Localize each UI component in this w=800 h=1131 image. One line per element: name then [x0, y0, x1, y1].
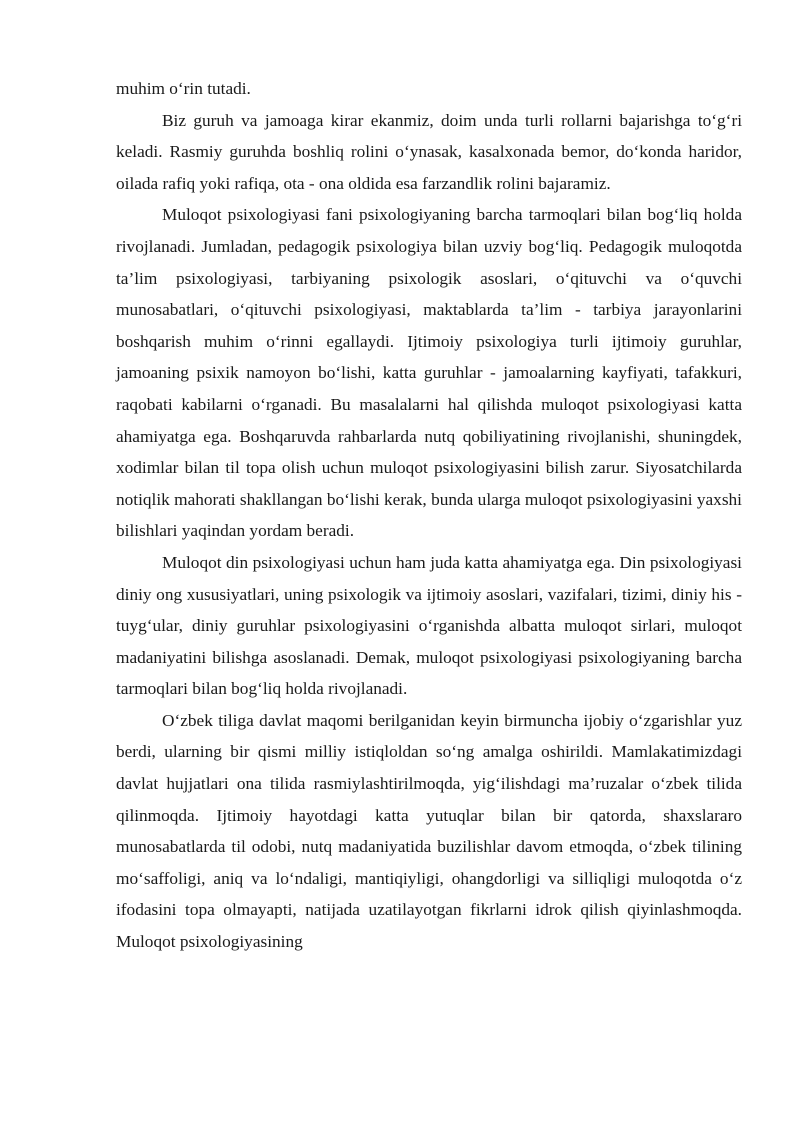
document-body — [116, 73, 742, 958]
paragraph-communication-psychology: Muloqot psixologiyasi fani psixologiyaning barcha tarmoqlari bilan bog‘liq holda rivojlanadi. Jumladan, pedagogik psixologiya bilan uzviy bog‘liq. Pedagogik muloqotda ta’lim psixologiyasi, tarbiyaning psixologik asoslari, o‘qituvchi va o‘quvchi munosabatlari, o‘qituvchi psixologiyasi, maktablarda ta’lim - tarbiya jarayonlarini boshqarish muhim o‘rinni egallaydi. Ijtimoiy psixologiya turli ijtimoiy guruhlar, jamoaning psixik namoyon bo‘lishi, katta guruhlar - jamoalarning kayfiyati, tafakkuri, raqobati kabilarni o‘rganadi. Bu masalalarni hal qilishda muloqot psixologiyasi katta ahamiyatga ega. Boshqaruvda rahbarlarda nutq qobiliyatining rivojlanishi, shuningdek, xodimlar bilan til topa olish uchun muloqot psixologiyasini bilish zarur. Siyosatchilarda notiqlik mahorati shakllangan bo‘lishi kerak, bunda ularga muloqot psixologiyasini yaxshi bilishlari yaqindan yordam beradi. — [116, 205, 742, 541]
paragraph-continuation: muhim o‘rin tutadi. — [116, 79, 251, 98]
paragraph-uzbek-language: O‘zbek tiliga davlat maqomi berilganidan keyin birmuncha ijobiy o‘zgarishlar yuz berdi, ularning bir qismi milliy istiqloldan so‘ng amalga oshirildi. Mamlakatimizdagi davlat hujjatlari ona tilida rasmiylashtirilmoqda, yig‘ilishdagi ma’ruzalar o‘zbek tilida qilinmoqda. Ijtimoiy hayotdagi katta yutuqlar bilan bir qatorda, shaxslararo munosabatlarda til odobi, nutq madaniyatida buzilishlar davom etmoqda, o‘zbek tilining mo‘saffoligi, aniq va lo‘ndaligi, mantiqiyligi, ohangdorligi va silliqligi muloqotda o‘z ifodasini topa olmayapti, natijada uzatilayotgan fikrlarni idrok qilish qiyinlashmoqda. Muloqot psixologiyasining — [116, 710, 742, 952]
paragraph-religion-psychology: Muloqot din psixologiyasi uchun ham juda katta ahamiyatga ega. Din psixologiyasi diniy ong xususiyatlari, uning psixologik va ijtimoiy asoslari, vazifalari, tizimi, diniy his - tuyg‘ular, diniy guruhlar psixologiyasini o‘rganishda albatta muloqot sirlari, muloqot madaniyatini bilishga asoslanadi. Demak, muloqot psixologiyasi psixologiyaning barcha tarmoqlari bilan bog‘liq holda rivojlanadi. — [116, 552, 742, 699]
paragraph-group-roles: Biz guruh va jamoaga kirar ekanmiz, doim unda turli rollarni bajarishga to‘g‘ri keladi. Rasmiy guruhda boshliq rolini o‘ynasak, kasalxonada bemor, do‘konda haridor, oilada rafiq yoki rafiqa, ota - ona oldida esa farzandlik rolini bajaramiz. — [116, 110, 742, 193]
